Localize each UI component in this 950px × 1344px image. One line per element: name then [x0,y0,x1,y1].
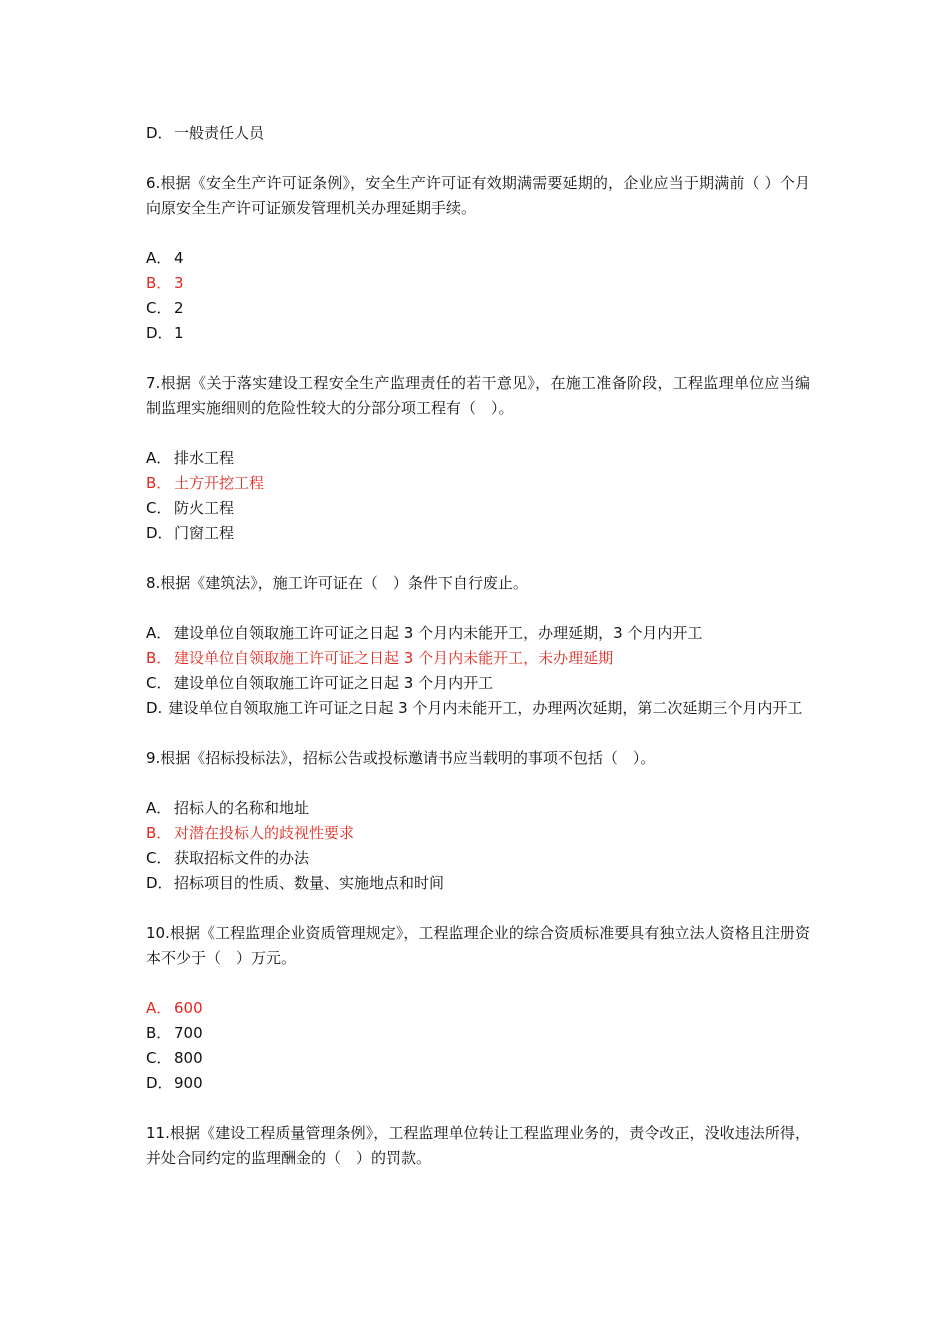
answer-option [146,621,810,646]
option-letter: C． [146,674,172,692]
question-block [146,1121,810,1171]
answer-option [146,121,810,146]
option-text: 4 [174,249,184,267]
document-page [146,121,810,1196]
option-letter: D． [146,524,173,542]
option-text: 800 [174,1049,203,1067]
option-text: 建设单位自领取施工许可证之日起 3 个月内未能开工，办理两次延期，第二次延期三个月内开工 [168,699,803,717]
option-text: 1 [174,324,184,342]
option-letter: C． [146,499,172,517]
answer-option [146,696,810,721]
answer-option [146,671,810,696]
option-text: 门窗工程 [174,524,235,542]
answer-option [146,246,810,271]
answer-option [146,1071,810,1096]
answer-option [146,446,810,471]
option-text: 3 [174,274,184,292]
option-letter: B． [146,824,172,842]
option-letter: C． [146,849,172,867]
option-letter: D． [146,1074,173,1092]
answer-option-correct [146,821,810,846]
option-text: 排水工程 [174,449,235,467]
answer-option [146,296,810,321]
option-text: 建设单位自领取施工许可证之日起 3 个月内开工 [174,674,494,692]
answer-option [146,1046,810,1071]
option-letter: D． [146,324,173,342]
answer-option [146,871,810,896]
answer-option-correct [146,996,810,1021]
question-block [146,746,810,896]
answer-option [146,1021,810,1046]
option-text: 防火工程 [174,499,235,517]
option-letter: C． [146,299,172,317]
option-letter: B． [146,274,172,292]
question-stem: 9.根据《招标投标法》，招标公告或投标邀请书应当载明的事项不包括（ ）。 [146,749,656,767]
option-letter: C． [146,1049,172,1067]
option-letter: A． [146,624,172,642]
question-block [146,371,810,546]
option-text: 一般责任人员 [174,124,265,142]
option-letter: D． [146,874,173,892]
option-letter: D． [146,124,173,142]
option-text: 招标项目的性质、数量、实施地点和时间 [174,874,445,892]
option-text: 600 [174,999,203,1017]
option-text: 建设单位自领取施工许可证之日起 3 个月内未能开工，未办理延期 [174,649,614,667]
option-letter: A． [146,999,172,1017]
option-letter: B． [146,474,172,492]
option-letter: D. [146,699,163,717]
answer-option [146,846,810,871]
answer-option [146,521,810,546]
question-block [146,571,810,721]
option-letter: A． [146,799,172,817]
question-block [146,171,810,346]
question-stem: 8.根据《建筑法》，施工许可证在（ ）条件下自行废止。 [146,574,528,592]
option-text: 获取招标文件的办法 [174,849,310,867]
answer-option [146,321,810,346]
answer-option-correct [146,271,810,296]
question-list [146,171,810,1171]
option-letter: A． [146,249,172,267]
option-letter: A． [146,449,172,467]
option-text: 2 [174,299,184,317]
answer-option-correct [146,646,810,671]
option-text: 700 [174,1024,203,1042]
option-text: 对潜在投标人的歧视性要求 [174,824,355,842]
option-letter: B． [146,1024,172,1042]
option-text: 900 [174,1074,203,1092]
answer-option-correct [146,471,810,496]
lead-options [146,121,810,146]
question-stem: 10.根据《工程监理企业资质管理规定》，工程监理企业的综合资质标准要具有独立法人资格且注册资本不少于（ ）万元。 [146,924,810,967]
answer-option [146,796,810,821]
question-stem: 11.根据《建设工程质量管理条例》，工程监理单位转让工程监理业务的，责令改正，没收违法所得，并处合同约定的监理酬金的（ ）的罚款。 [146,1124,810,1167]
option-text: 建设单位自领取施工许可证之日起 3 个月内未能开工，办理延期，3 个月内开工 [174,624,703,642]
option-letter: B． [146,649,172,667]
option-text: 土方开挖工程 [174,474,265,492]
option-text: 招标人的名称和地址 [174,799,310,817]
question-block [146,921,810,1096]
question-stem: 7.根据《关于落实建设工程安全生产监理责任的若干意见》，在施工准备阶段，工程监理单位应当编制监理实施细则的危险性较大的分部分项工程有（ ）。 [146,374,810,417]
question-stem: 6.根据《安全生产许可证条例》，安全生产许可证有效期满需要延期的，企业应当于期满前（ ）个月向原安全生产许可证颁发管理机关办理延期手续。 [146,174,810,217]
answer-option [146,496,810,521]
